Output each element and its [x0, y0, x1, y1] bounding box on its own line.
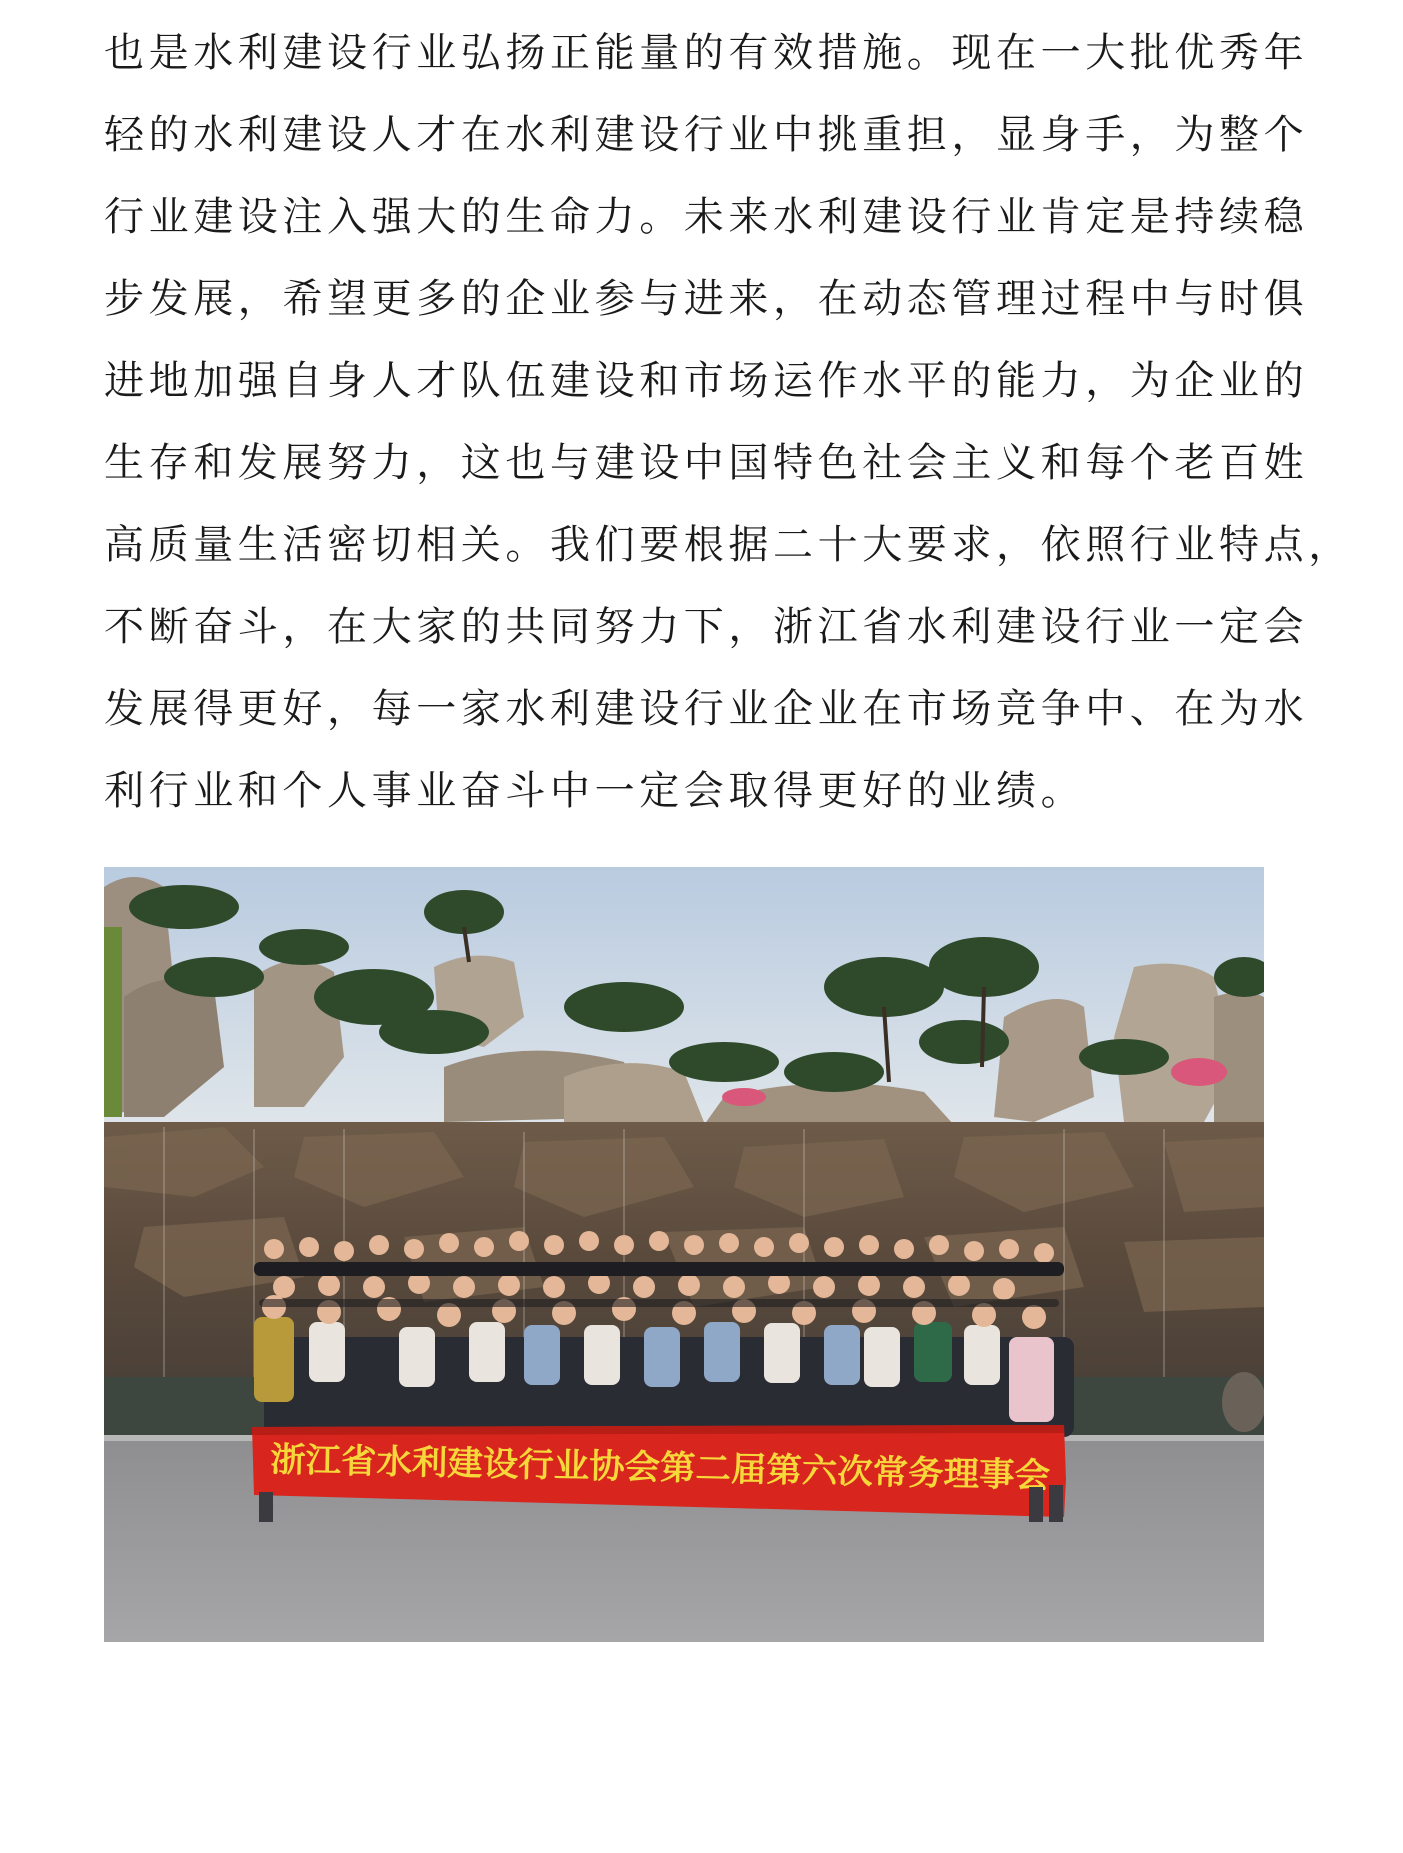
paragraph-line-6: 生存和发展努力，这也与建设中国特色社会主义和每个老百姓 — [104, 440, 1309, 486]
pool-rock — [1222, 1372, 1264, 1432]
banner-text: 浙江省水利建设行业协会第二届第六次常务理事会 — [269, 1439, 1019, 1496]
paragraph-line-3: 行业建设注入强大的生命力。未来水利建设行业肯定是持续稳 — [104, 194, 1309, 240]
paragraph-line-7: 高质量生活密切相关。我们要根据二十大要求，依照行业特点， — [104, 522, 1353, 568]
left-mosaic-panel — [104, 927, 122, 1117]
paragraph-line-4: 步发展，希望更多的企业参与进来，在动态管理过程中与时俱 — [104, 276, 1309, 322]
paragraph-line-5: 进地加强自身人才队伍建设和市场运作水平的能力，为企业的 — [104, 358, 1309, 404]
group-photo-illustration — [104, 867, 1264, 1642]
article-paragraph — [104, 14, 1353, 834]
paragraph-line-10: 利行业和个人事业奋斗中一定会取得更好的业绩。 — [104, 768, 1086, 814]
paragraph-line-2: 轻的水利建设人才在水利建设行业中挑重担，显身手，为整个 — [104, 112, 1309, 158]
paragraph-line-1: 也是水利建设行业弘扬正能量的有效措施。现在一大批优秀年 — [104, 30, 1309, 76]
paragraph-line-8: 不断奋斗，在大家的共同努力下，浙江省水利建设行业一定会 — [104, 604, 1309, 650]
paragraph-line-9: 发展得更好，每一家水利建设行业企业在市场竞争中、在为水 — [104, 686, 1309, 732]
group-photo — [104, 867, 1264, 1642]
